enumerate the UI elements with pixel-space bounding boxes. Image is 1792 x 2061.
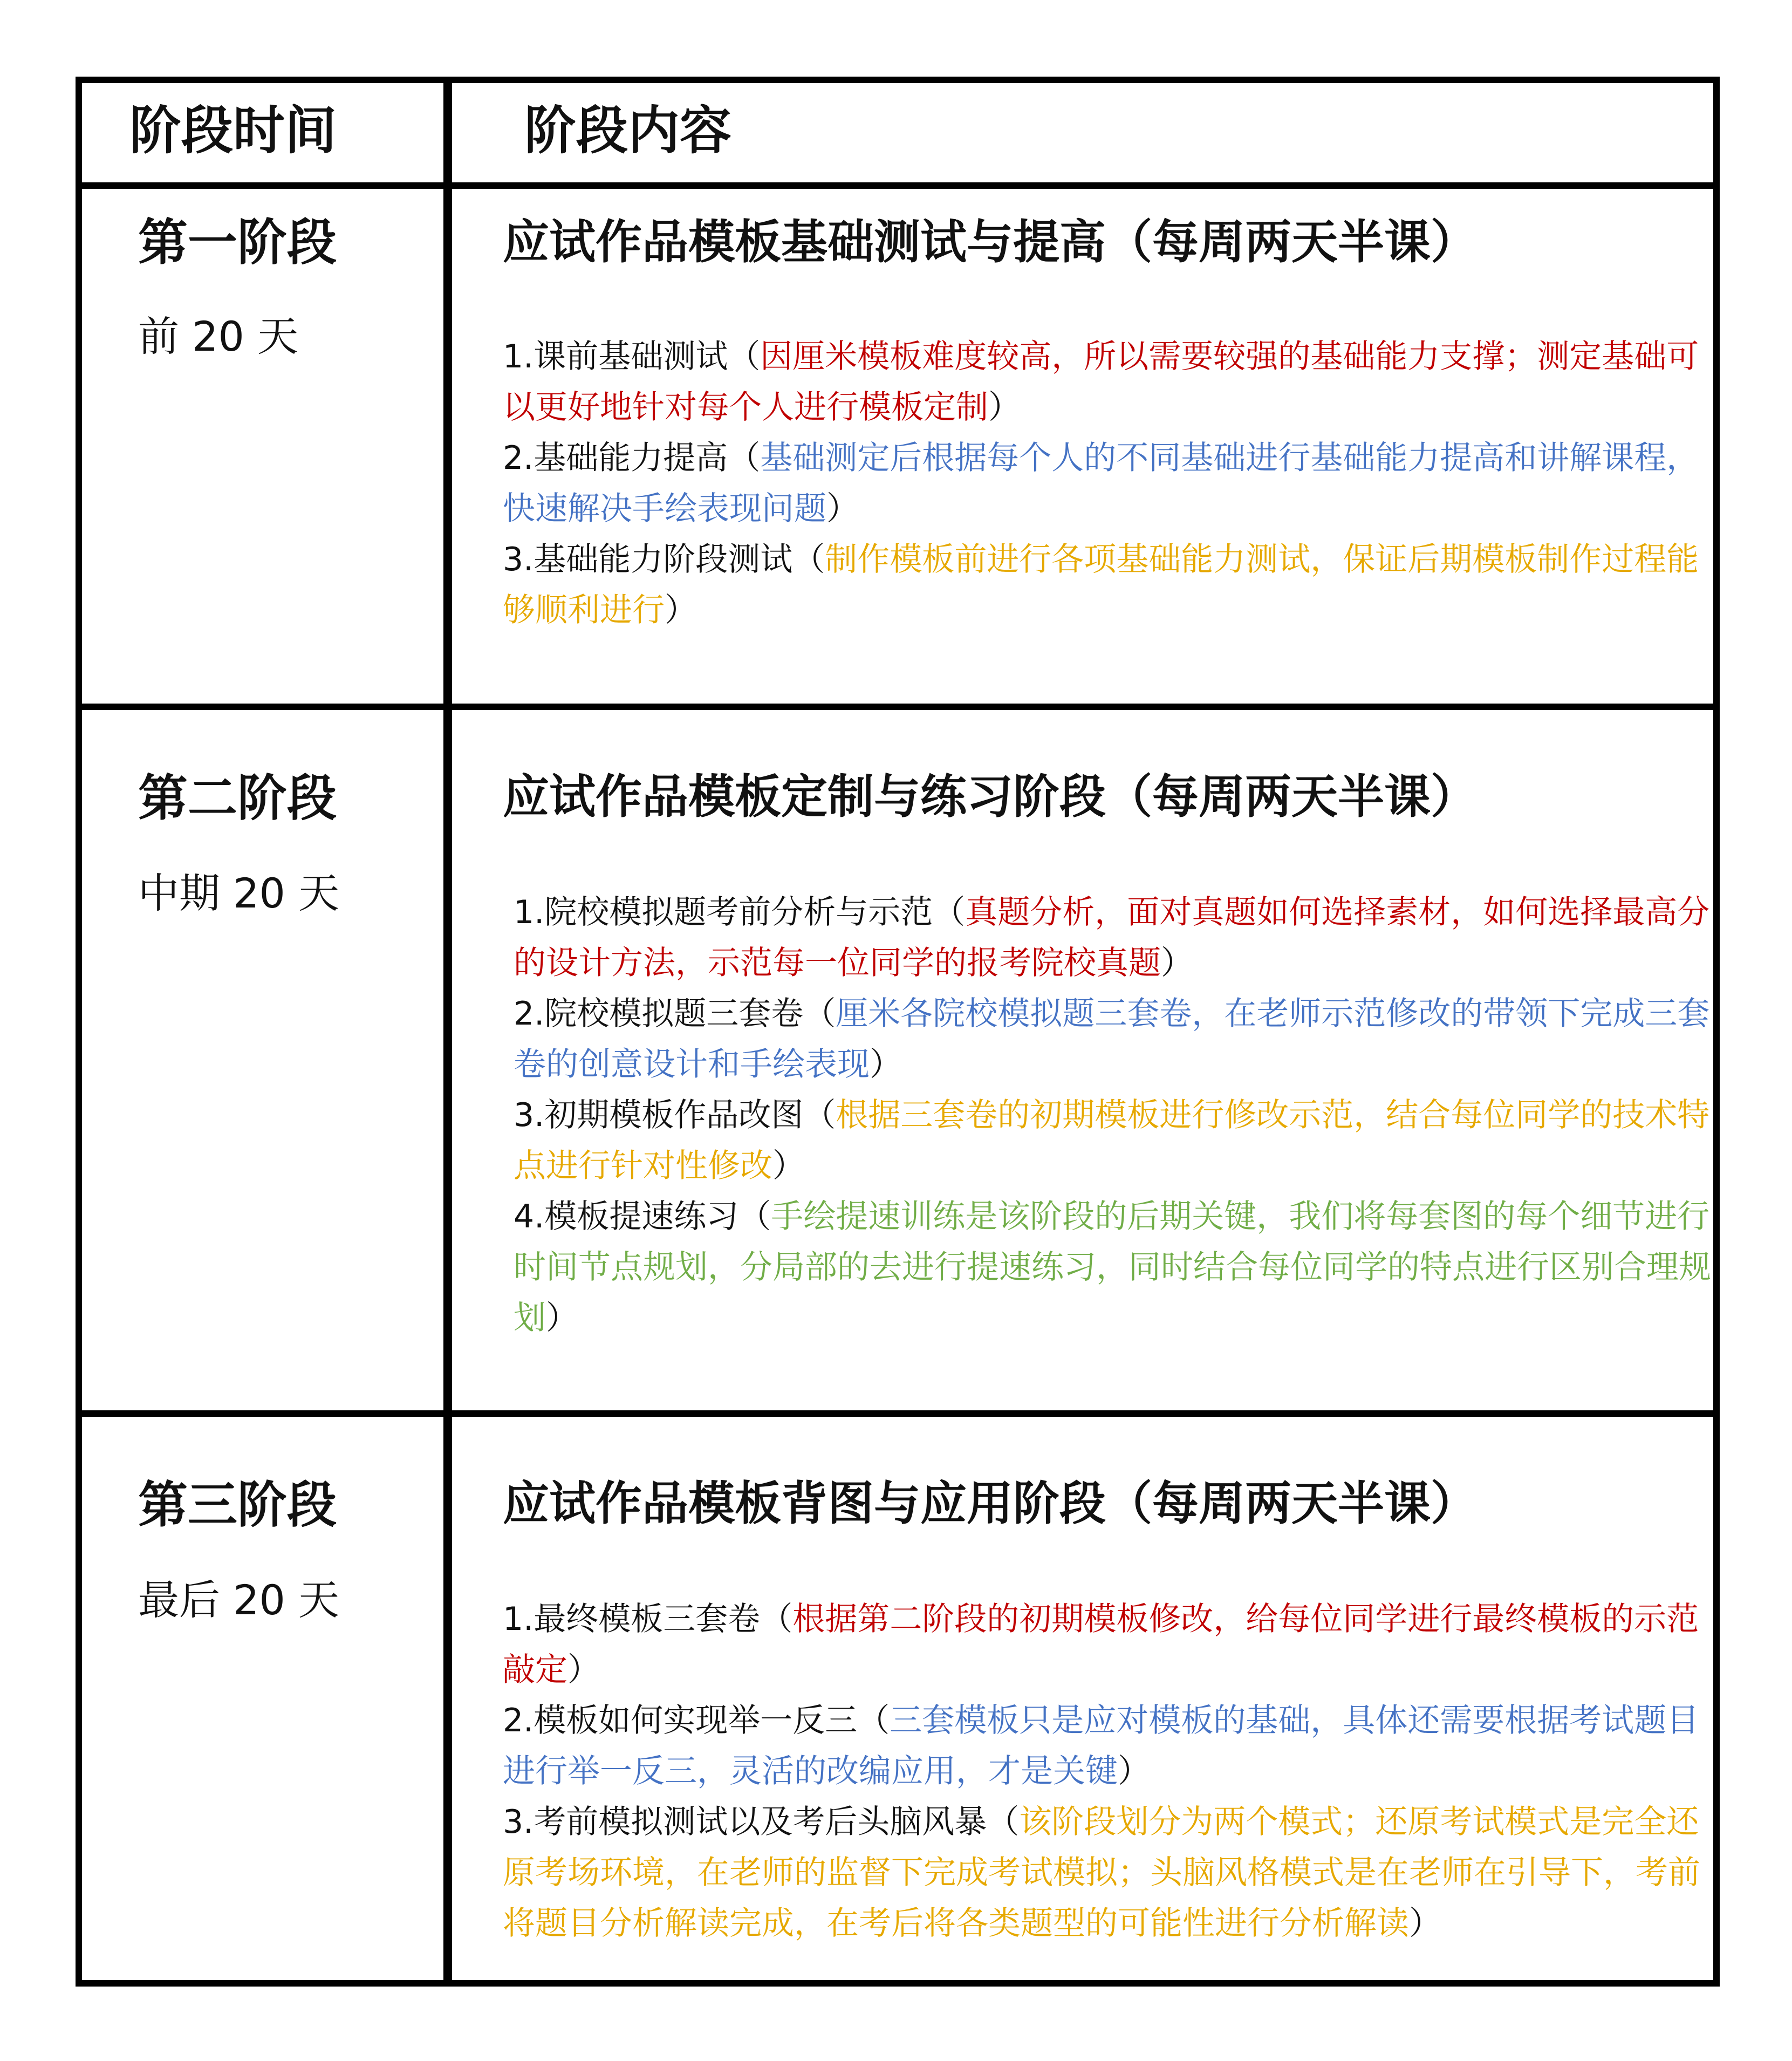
header-time: 阶段时间 bbox=[129, 100, 337, 161]
stage-3-title: 应试作品模板背图与应用阶段（每周两天半课） bbox=[503, 1477, 1477, 1531]
stage-2-time: 中期 20 天 bbox=[138, 869, 340, 917]
list-item: 1.课前基础测试（因厘米模板难度较高，所以需要较强的基础能力支撑；测定基础可以更好地针对每个人进行模板定制） bbox=[503, 338, 1699, 426]
row-divider-1 bbox=[82, 704, 1713, 710]
header-content: 阶段内容 bbox=[524, 100, 731, 161]
list-item: 1.最终模板三套卷（根据第二阶段的初期模板修改，给每位同学进行最终模板的示范敲定） bbox=[503, 1600, 1699, 1689]
list-item: 3.基础能力阶段测试（制作模板前进行各项基础能力测试，保证后期模板制作过程能够顺利进行） bbox=[503, 541, 1699, 629]
row-divider-2 bbox=[82, 1410, 1713, 1417]
list-item: 2.院校模拟题三套卷（厘米各院校模拟题三套卷，在老师示范修改的带领下完成三套卷的创意设计和手绘表现） bbox=[514, 995, 1710, 1083]
stage-3-time: 最后 20 天 bbox=[138, 1576, 340, 1624]
stage-3-name: 第三阶段 bbox=[138, 1476, 337, 1534]
header-divider bbox=[82, 182, 1713, 189]
stage-2-title: 应试作品模板定制与练习阶段（每周两天半课） bbox=[503, 770, 1477, 824]
stage-1-title: 应试作品模板基础测试与提高（每周两天半课） bbox=[503, 215, 1477, 269]
list-item: 1.院校模拟题考前分析与示范（真题分析，面对真题如何选择素材，如何选择最高分的设计方法，示范每一位同学的报考院校真题） bbox=[514, 893, 1710, 982]
list-item: 2.模板如何实现举一反三（三套模板只是应对模板的基础，具体还需要根据考试题目进行举一反三，灵活的改编应用，才是关键） bbox=[503, 1702, 1699, 1790]
column-divider bbox=[443, 83, 452, 1980]
list-item: 3.考前模拟测试以及考后头脑风暴（该阶段划分为两个模式；还原考试模式是完全还原考场环境，在老师的监督下完成考试模拟；头脑风格模式是在老师在引导下，考前将题目分析解读完成，在考后将各类题型的可能性进行分析解读） bbox=[503, 1803, 1700, 1942]
stage-3-items bbox=[503, 1594, 1700, 1949]
stage-1-name: 第一阶段 bbox=[138, 214, 337, 271]
list-item: 3.初期模板作品改图（根据三套卷的初期模板进行修改示范，结合每位同学的技术特点进行针对性修改） bbox=[514, 1096, 1710, 1185]
stage-table bbox=[76, 77, 1720, 1987]
stage-2-name: 第二阶段 bbox=[138, 769, 337, 827]
stage-1-time: 前 20 天 bbox=[138, 312, 299, 360]
list-item: 4.模板提速练习（手绘提速训练是该阶段的后期关键，我们将每套图的每个细节进行时间节点规划，分局部的去进行提速练习，同时结合每位同学的特点进行区别合理规划） bbox=[514, 1198, 1711, 1337]
list-item: 2.基础能力提高（基础测定后根据每个人的不同基础进行基础能力提高和讲解课程，快速解决手绘表现问题） bbox=[503, 439, 1699, 528]
stage-2-items bbox=[514, 887, 1711, 1343]
stage-1-items bbox=[503, 331, 1700, 636]
